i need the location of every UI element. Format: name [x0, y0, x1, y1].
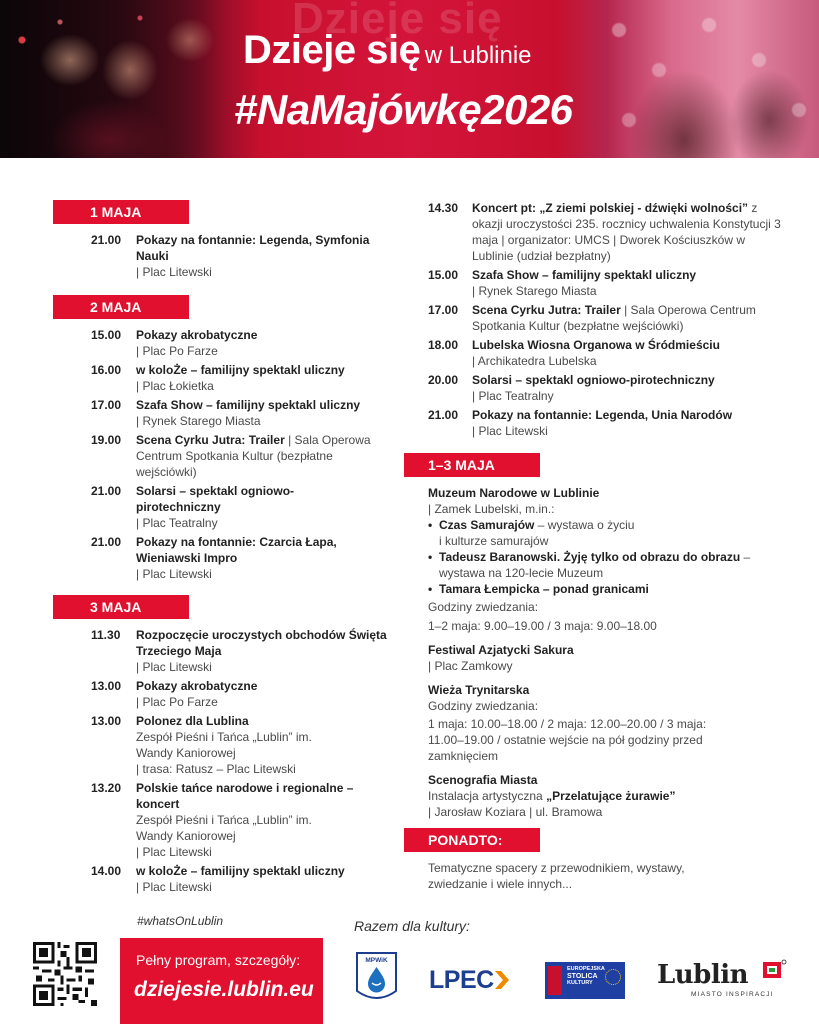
event-row	[53, 432, 393, 480]
footer-hashtag: #whatsOnLublin	[137, 914, 224, 928]
event-venue: | Rynek Starego Miasta	[136, 414, 261, 428]
event-row	[53, 713, 393, 777]
event-details: z okazji uroczystości 235. rocznicy uchwalenia Konstytucji 3 maja | organizator: UMCS | Dworek Kościuszków w Lublinie (udział bezpłatny)	[472, 201, 781, 263]
event-time: 11.30	[91, 628, 121, 642]
program-link-box[interactable]	[120, 938, 323, 1024]
program-left-column	[53, 200, 393, 898]
event-row	[404, 200, 784, 264]
event-venue: | Plac Litewski	[136, 660, 212, 674]
lublin-goat-icon	[759, 958, 787, 982]
event-name: Lubelska Wiosna Organowa w Śródmieściu	[472, 338, 720, 352]
museum-title: Muzeum Narodowe w Lublinie	[428, 486, 600, 500]
museum-venue: | Zamek Lubelski, m.in.:	[428, 502, 555, 516]
esk-line: KULTURY	[567, 980, 593, 986]
program-right-column	[404, 200, 784, 900]
event-row	[53, 780, 393, 860]
program-link-label: Pełny program, szczegóły:	[136, 952, 301, 968]
event-name: Rozpoczęcie uroczystych obchodów Święta Trzeciego Maja	[136, 628, 387, 658]
event-name: Polonez dla Lublina	[136, 714, 249, 728]
exhibition-item: • Tamara Łempicka – ponad granicami	[428, 582, 649, 596]
event-name: Koncert pt: „Z ziemi polskiej - dźwięki wolności”	[472, 201, 749, 215]
event-row	[53, 362, 393, 394]
ponadto-text: Tematyczne spacery z przewodnikiem, wystawy, zwiedzanie i wiele innych...	[428, 861, 685, 891]
event-name: w koloŻe – familijny spektakl uliczny	[136, 864, 345, 878]
event-venue: | Plac Po Farze	[136, 695, 218, 709]
event-time: 21.00	[91, 535, 122, 549]
mpwik-logo-icon	[355, 951, 398, 1005]
ghost-title: Dzieje się	[292, 0, 503, 43]
audience-photo	[589, 0, 819, 158]
event-venue: | trasa: Ratusz – Plac Litewski	[136, 762, 296, 776]
eu-stars-icon	[605, 969, 621, 985]
esk-line: EUROPEJSKA	[567, 966, 605, 972]
event-row	[53, 483, 393, 531]
esk-line: STOLICA	[567, 973, 598, 980]
event-venue: | Plac Litewski	[136, 567, 212, 581]
day-header-may2: 2 MAJA	[53, 295, 189, 319]
event-details: | Sala Operowa Centrum Spotkania Kultur (bezpłatne wejściówki)	[136, 433, 371, 479]
campaign-hashtag: #NaMajówkę2026	[234, 86, 573, 133]
event-time: 13.00	[91, 679, 122, 693]
day-header-may3: 3 MAJA	[53, 595, 189, 619]
lpec-logo	[429, 966, 510, 995]
tower-title: Wieża Trynitarska	[428, 683, 530, 697]
event-name: Pokazy na fontannie: Legenda, Symfonia Nauki	[136, 233, 370, 263]
event-venue: | Plac Litewski	[472, 424, 548, 438]
title-city: w Lublinie	[424, 42, 532, 69]
svg-text:MPWiK: MPWiK	[365, 957, 388, 964]
event-name: Szafa Show – familijny spektakl uliczny	[136, 398, 361, 412]
event-name: Pokazy na fontannie: Legenda, Unia Narodów	[472, 408, 733, 422]
event-time: 20.00	[428, 373, 459, 387]
event-time: 21.00	[428, 408, 459, 422]
event-time: 16.00	[91, 363, 122, 377]
hours-text: 1 maja: 10.00–18.00 / 2 maja: 12.00–20.00 / 3 maja: 11.00–19.00 / ostatnie wejście na pół godziny przed zamknięciem	[428, 717, 707, 763]
event-time: 18.00	[428, 338, 459, 352]
title-main: Dzieje się	[243, 28, 421, 72]
event-venue: | Rynek Starego Miasta	[472, 284, 597, 298]
event-venue: | Plac Litewski	[136, 845, 212, 859]
event-time: 15.00	[91, 328, 122, 342]
event-row	[404, 267, 784, 299]
installation-intro: Instalacja artystyczna	[428, 789, 547, 803]
hours-label: Godziny zwiedzania:	[428, 699, 539, 713]
event-name: Solarsi – spektakl ogniowo-pirotechniczny	[472, 373, 715, 387]
event-venue: | Plac Łokietka	[136, 379, 214, 393]
event-details: | Sala Operowa Centrum Spotkania Kultur (bezpłatne wejściówki)	[472, 303, 756, 333]
event-details: Zespół Pieśni i Tańca „Lublin” im. Wandy Kaniorowej	[136, 813, 312, 843]
event-venue: | Plac Po Farze	[136, 344, 218, 358]
event-row	[404, 372, 784, 404]
sakura-venue: | Plac Zamkowy	[428, 659, 513, 673]
event-time: 14.00	[91, 864, 122, 878]
event-time: 13.00	[91, 714, 122, 728]
event-row	[53, 627, 393, 675]
sakura-block	[404, 642, 784, 674]
ponadto-header: PONADTO:	[404, 828, 540, 852]
event-row	[53, 534, 393, 582]
event-name: w koloŻe – familijny spektakl uliczny	[136, 363, 345, 377]
event-name: Scena Cyrku Jutra: Trailer	[136, 433, 285, 447]
event-time: 19.00	[91, 433, 122, 447]
event-venue: | Archikatedra Lubelska	[472, 354, 597, 368]
sakura-title: Festiwal Azjatycki Sakura	[428, 643, 574, 657]
day-header-may1: 1 MAJA	[53, 200, 189, 224]
esk-emblem-icon	[548, 966, 562, 995]
event-name: Scena Cyrku Jutra: Trailer	[472, 303, 621, 317]
event-venue: | Plac Teatralny	[472, 389, 554, 403]
program-link-url[interactable]: dziejesie.lublin.eu	[134, 978, 314, 1001]
exhibition-item: • Tadeusz Baranowski. Żyję tylko od obrazu do obrazu – wystawa na 120-lecie Muzeum	[428, 550, 751, 580]
event-row	[404, 302, 784, 334]
lublin-wordmark: Lublin	[657, 960, 749, 990]
event-name: Pokazy na fontannie: Czarcia Łapa, Wieniawski Impro	[136, 535, 337, 565]
event-name: Pokazy akrobatyczne	[136, 328, 258, 342]
event-time: 13.20	[91, 781, 122, 795]
event-time: 21.00	[91, 484, 122, 498]
event-name: Polskie tańce narodowe i regionalne – koncert	[136, 781, 354, 811]
scenografia-title: Scenografia Miasta	[428, 773, 538, 787]
event-venue: | Plac Teatralny	[136, 516, 218, 530]
event-time: 17.00	[428, 303, 459, 317]
hours-text: 1–2 maja: 9.00–19.00 / 3 maja: 9.00–18.00	[428, 619, 657, 633]
event-details: Zespół Pieśni i Tańca „Lublin” im. Wandy Kaniorowej	[136, 730, 312, 760]
esk-logo	[545, 962, 625, 999]
tower-block	[404, 682, 784, 764]
concert-crowd-photo	[0, 0, 225, 158]
event-time: 17.00	[91, 398, 122, 412]
lpec-logo-text: LPEC	[429, 966, 494, 994]
day-header-may1-3: 1–3 MAJA	[404, 453, 540, 477]
partners-label: Razem dla kultury:	[354, 918, 470, 934]
event-row	[53, 397, 393, 429]
installation-title: „Przelatujące żurawie”	[546, 789, 676, 803]
lublin-tagline: MIASTO INSPIRACJI	[691, 991, 774, 998]
event-time: 14.30	[428, 201, 459, 215]
event-name: Pokazy akrobatyczne	[136, 679, 258, 693]
qr-code-icon[interactable]	[33, 942, 97, 1006]
hero-banner	[0, 0, 819, 158]
page-title	[243, 28, 532, 73]
event-time: 15.00	[428, 268, 459, 282]
event-venue: | Plac Litewski	[136, 880, 212, 894]
installation-venue: | Jarosław Koziara | ul. Bramowa	[428, 805, 603, 819]
event-row	[404, 407, 784, 439]
exhibition-item: • Czas Samurajów – wystawa o życiu i kulturze samurajów	[428, 518, 635, 548]
hours-label: Godziny zwiedzania:	[428, 600, 539, 614]
lpec-arrow-icon	[494, 970, 510, 990]
event-name: Solarsi – spektakl ogniowo-pirotechniczny	[136, 484, 295, 514]
event-row	[53, 232, 393, 280]
museum-block	[404, 485, 784, 634]
event-name: Szafa Show – familijny spektakl uliczny	[472, 268, 697, 282]
event-venue: | Plac Litewski	[136, 265, 212, 279]
event-row	[404, 337, 784, 369]
event-row	[53, 863, 393, 895]
event-time: 21.00	[91, 233, 122, 247]
event-row	[53, 678, 393, 710]
scenografia-block	[404, 772, 784, 820]
lublin-city-logo	[655, 958, 790, 1002]
event-row	[53, 327, 393, 359]
